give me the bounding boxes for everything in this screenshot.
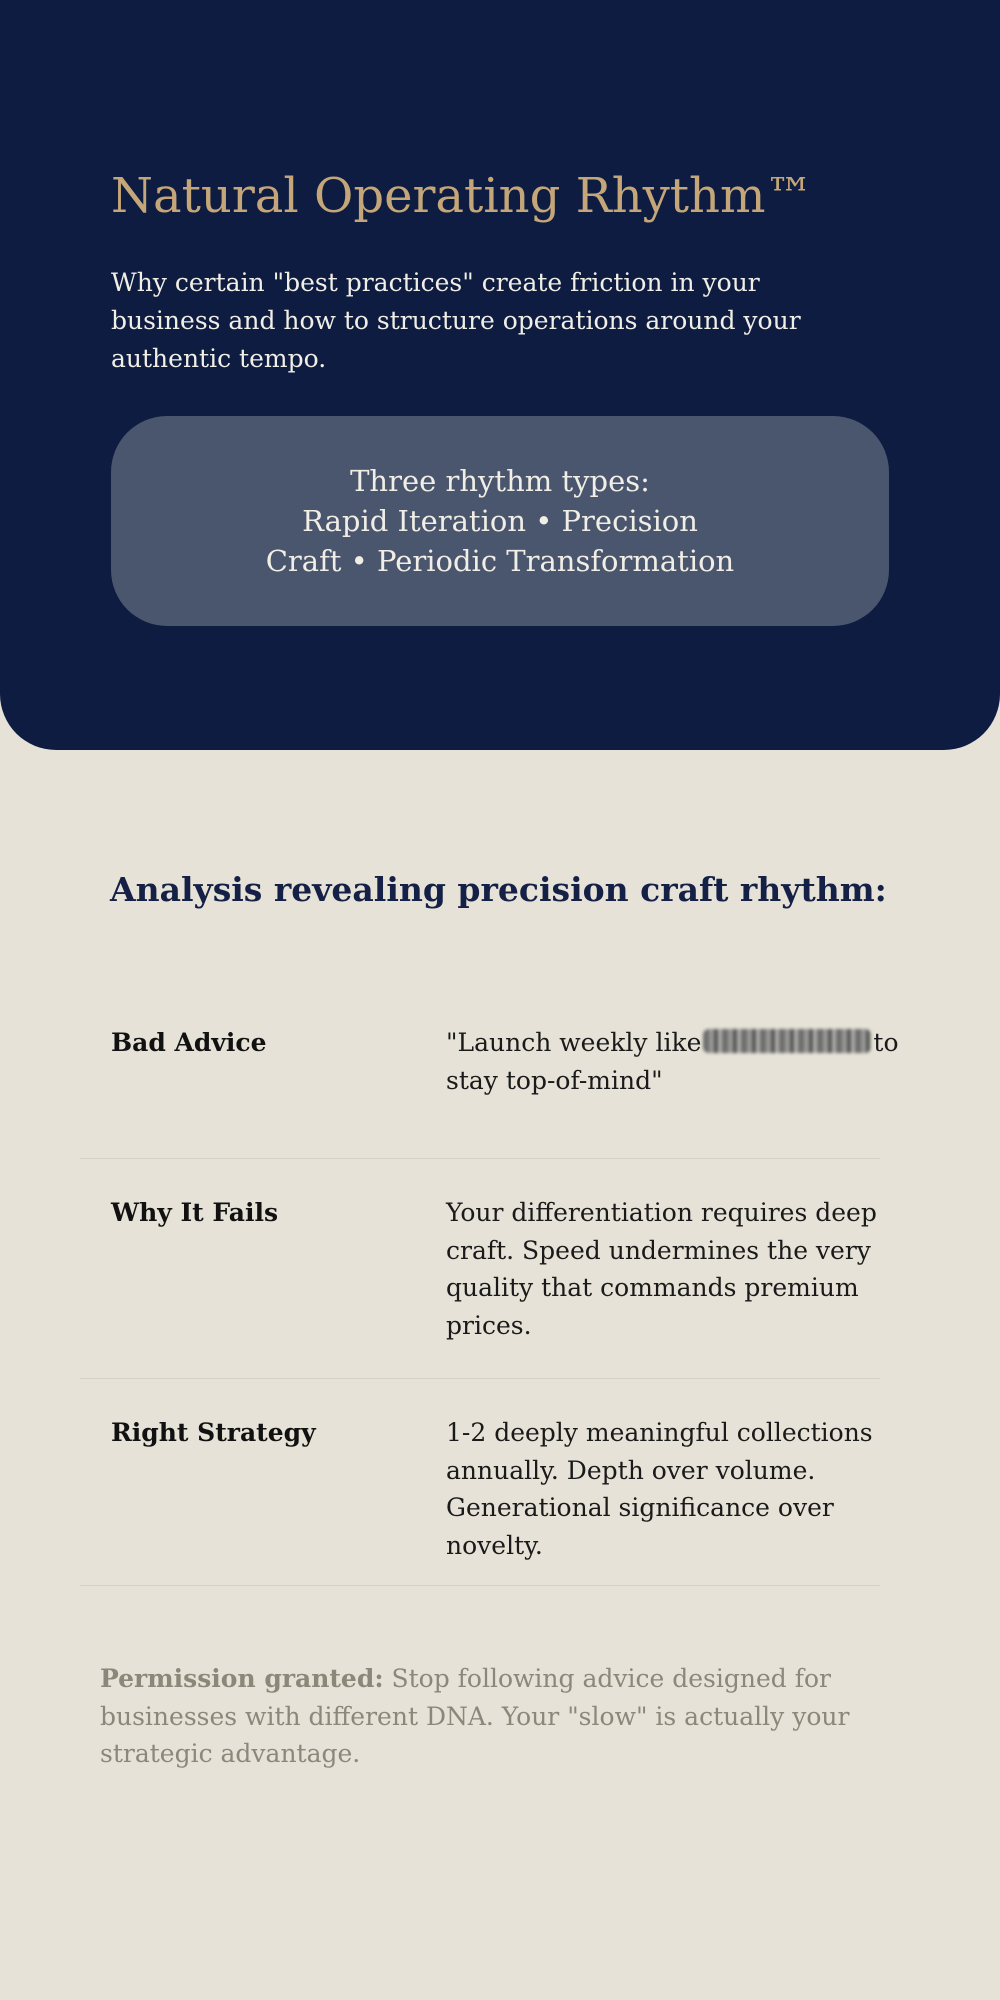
row-label: Right Strategy (111, 1418, 316, 1447)
row-value (446, 1024, 916, 1099)
permission-text: Stop following advice designed for businesses with different DNA. Your "slow" is actually your strategic advantage. (100, 1664, 850, 1768)
rhythm-card-line: Three rhythm types: (350, 464, 650, 498)
row-value: Your differentiation requires deep craft. Speed undermines the very quality that commands premium prices. (446, 1198, 877, 1340)
redacted-brand-blur (703, 1029, 871, 1053)
rhythm-card-line: Craft • Periodic Transformation (265, 544, 735, 578)
hero-section (0, 0, 1000, 750)
row-divider (80, 1378, 880, 1379)
permission-label: Permission granted: (100, 1664, 384, 1693)
row-divider (80, 1158, 880, 1159)
rhythm-card-line: Rapid Iteration • Precision (302, 504, 698, 538)
row-label: Bad Advice (111, 1028, 267, 1057)
hero-subtitle: Why certain "best practices" create friction in your business and how to structure operations around your authentic tempo. (111, 268, 801, 373)
row-value: 1-2 deeply meaningful collections annually. Depth over volume. Generational significance over novelty. (446, 1418, 873, 1560)
page-title: Natural Operating Rhythm™ (111, 168, 814, 224)
row-label: Why It Fails (111, 1198, 279, 1227)
rhythm-types-card (111, 416, 889, 626)
row-value-prefix: "Launch weekly like (446, 1028, 702, 1057)
row-divider (80, 1585, 880, 1586)
permission-note (100, 1660, 860, 1773)
analysis-heading: Analysis revealing precision craft rhythm: (110, 870, 887, 909)
row-value-suffix: to stay top-of-mind" (446, 1028, 899, 1095)
